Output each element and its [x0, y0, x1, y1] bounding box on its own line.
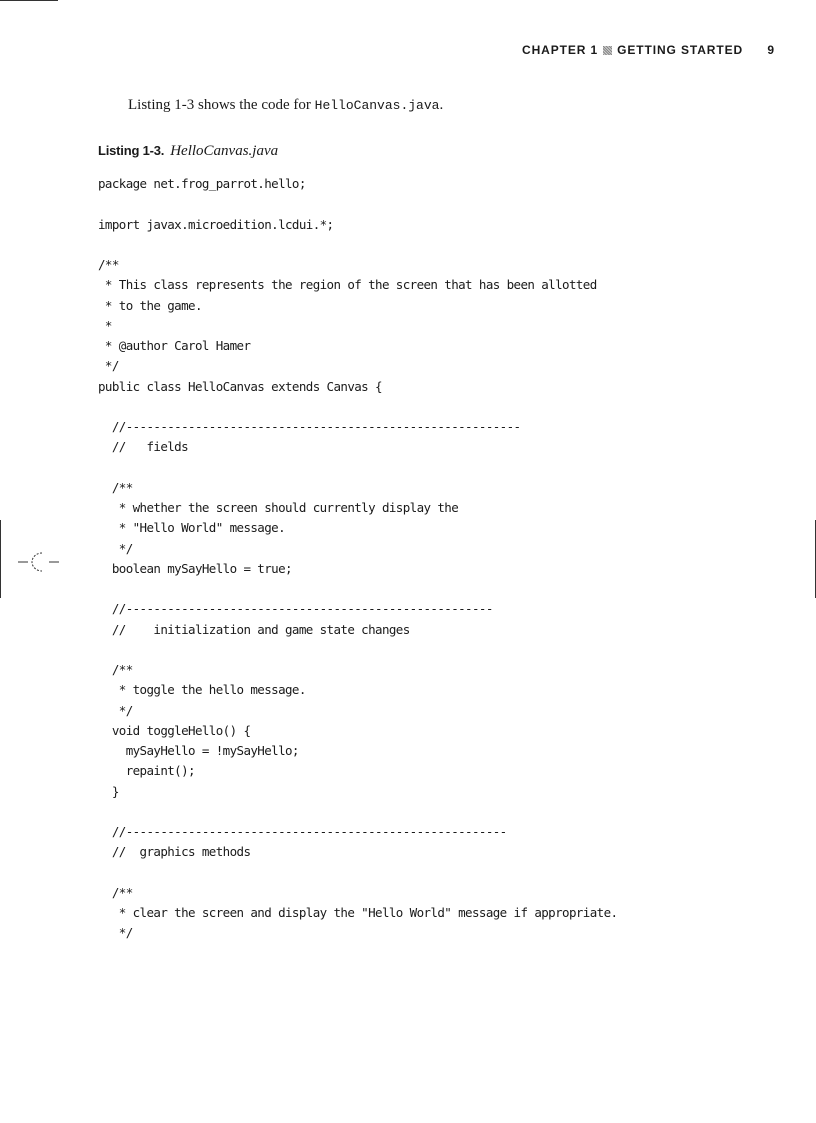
code-line: //-----------------------------------------------------	[98, 601, 493, 617]
page-number: 9	[767, 43, 775, 57]
listing-title: HelloCanvas.java	[170, 143, 279, 159]
code-line: }	[98, 783, 119, 799]
crop-mark-left	[0, 520, 1, 598]
code-line: *	[98, 317, 112, 333]
code-line: /**	[98, 884, 133, 900]
code-line: */	[98, 540, 133, 556]
section-label: GETTING STARTED	[617, 43, 744, 57]
code-line: //---------------------------------------------------------	[98, 419, 521, 434]
code-line: repaint();	[98, 763, 195, 779]
code-line: * toggle the hello message.	[98, 682, 306, 698]
listing-label: Listing 1-3.	[98, 143, 165, 158]
registration-mark-icon	[18, 550, 60, 574]
code-line: //-------------------------------------------------------	[98, 824, 507, 839]
chapter-label: CHAPTER 1	[522, 43, 599, 57]
crop-mark-top	[0, 0, 58, 1]
code-line	[98, 802, 617, 822]
intro-inline-code: HelloCanvas.java	[314, 98, 440, 113]
code-line: */	[98, 358, 119, 374]
code-line	[98, 397, 617, 417]
running-head-chapter	[522, 43, 743, 57]
intro-text: Listing 1-3 shows the code for	[128, 97, 315, 113]
code-line	[98, 235, 617, 255]
code-line: */	[98, 702, 133, 718]
listing-caption	[98, 142, 278, 160]
code-line: public class HelloCanvas extends Canvas {	[98, 378, 382, 394]
code-line: import javax.microedition.lcdui.*;	[98, 216, 334, 232]
code-line: */	[98, 925, 133, 941]
code-line	[98, 640, 617, 660]
code-line: * whether the screen should currently display the	[98, 500, 459, 515]
code-line: package net.frog_parrot.hello;	[98, 176, 306, 191]
code-line	[98, 579, 617, 599]
code-line: * to the game.	[98, 297, 202, 313]
running-head	[500, 43, 775, 59]
code-line: void toggleHello() {	[98, 722, 251, 738]
code-line: /**	[98, 479, 133, 495]
code-line	[98, 458, 617, 478]
code-line: * "Hello World" message.	[98, 520, 285, 536]
intro-text-end: .	[439, 97, 444, 113]
code-line	[98, 863, 617, 883]
code-line: * @author Carol Hamer	[98, 338, 251, 353]
code-line	[98, 194, 617, 214]
code-line: /**	[98, 662, 133, 677]
code-line: // fields	[98, 439, 189, 455]
code-line: boolean mySayHello = true;	[98, 560, 292, 576]
code-line: * This class represents the region of the screen that has been allotted	[98, 277, 597, 293]
separator-square-icon	[603, 46, 612, 55]
code-line: // graphics methods	[98, 844, 251, 860]
intro-paragraph	[128, 97, 443, 114]
code-line: * clear the screen and display the "Hello World" message if appropriate.	[98, 905, 618, 920]
code-line: /**	[98, 257, 119, 272]
code-line: mySayHello = !mySayHello;	[98, 743, 299, 758]
code-line: // initialization and game state changes	[98, 621, 410, 637]
code-listing	[98, 174, 617, 944]
